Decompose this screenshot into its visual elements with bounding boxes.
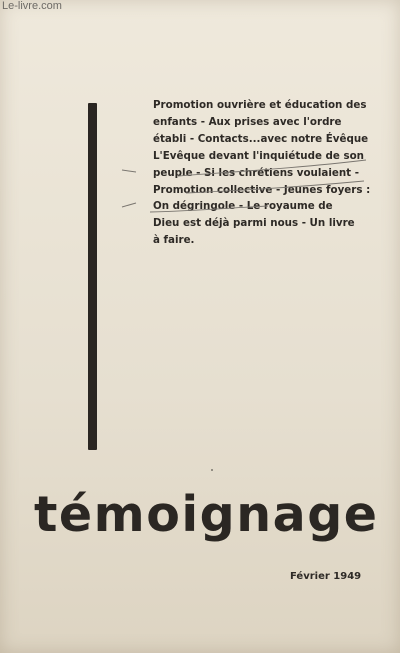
contents-line: Promotion collective - Jeunes foyers : [153, 183, 371, 196]
magazine-title: témoignage [34, 486, 379, 543]
contents-line: On dégringole - Le royaume de [153, 200, 333, 213]
contents-line: enfants - Aux prises avec l'ordre [153, 115, 342, 128]
pencil-tick [122, 203, 136, 207]
contents-line: Dieu est déjà parmi nous - Un livre [153, 217, 355, 230]
issue-date: Février 1949 [290, 571, 362, 582]
contents-line: à faire. [153, 234, 195, 247]
contents-line: L'Evêque devant l'inquiétude de son [153, 149, 364, 162]
contents-line: peuple - Si les chrétiens voulaient - [153, 166, 359, 179]
table-of-contents [153, 97, 371, 249]
ink-speck [211, 469, 213, 471]
contents-line: établi - Contacts...avec notre Évêque [153, 132, 369, 145]
vertical-rule [88, 103, 97, 450]
watermark: Le-livre.com [2, 0, 62, 12]
pencil-tick [122, 170, 136, 172]
contents-line: Promotion ouvrière et éducation des [153, 99, 367, 111]
